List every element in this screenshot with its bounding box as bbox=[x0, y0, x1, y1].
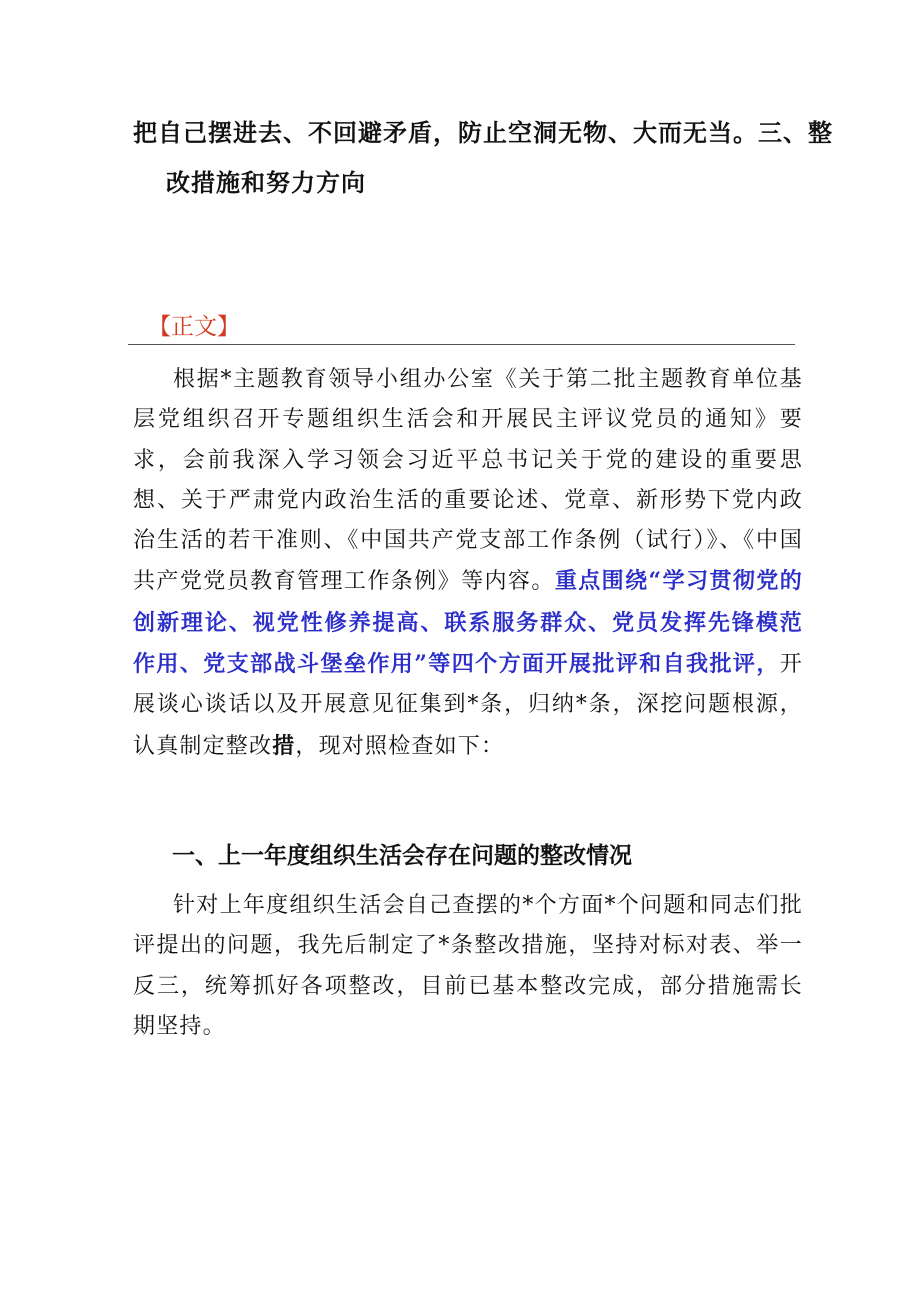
divider-rule bbox=[128, 344, 795, 345]
intro-highlight-text: 重点围绕“学习贯彻党的创新理论、视党性修养提高、联系服务群众、党员发挥先锋模范作用、党支部战斗堡垒作用”等四个方面开展批评和自我批评， bbox=[133, 568, 804, 678]
intro-text-c: ，现对照检查如下： bbox=[295, 733, 505, 759]
intro-paragraph bbox=[133, 360, 803, 767]
section-tag-zhengwen: 【正文】 bbox=[148, 314, 240, 340]
intro-bold-char: 措 bbox=[272, 732, 296, 759]
intro-text-b: 开展谈心谈话以及开展意见征集到*条，归纳*条，深挖问题根源，认真制定整改 bbox=[133, 652, 803, 759]
section-1-heading: 一、上一年度组织生活会存在问题的整改情况 bbox=[172, 842, 632, 869]
intro-text-a: 根据*主题教育领导小组办公室《关于第二批主题教育单位基层党组织召开专题组织生活会和开展民主评议党员的通知》要求，会前我深入学习领会习近平总书记关于党的建设的重要思想、关于严肃党内政治生活的重要论述、党章、新形势下党内政治生活的若干准则、《中国共产党支部工作条例（试行）》、《中国共产党党员教育管理工作条例》等内容。 bbox=[133, 367, 803, 595]
heading-line-1: 把自己摆进去、不回避矛盾，防止空洞无物、大而无当。三、整 bbox=[133, 118, 833, 147]
section-1-paragraph: 针对上年度组织生活会自己查摆的*个方面*个问题和同志们批评提出的问题，我先后制定了*条整改措施，坚持对标对表、举一反三，统筹抓好各项整改，目前已基本整改完成，部分措施需长期坚持。 bbox=[133, 893, 803, 1039]
heading-line-2: 改措施和努力方向 bbox=[166, 168, 366, 197]
